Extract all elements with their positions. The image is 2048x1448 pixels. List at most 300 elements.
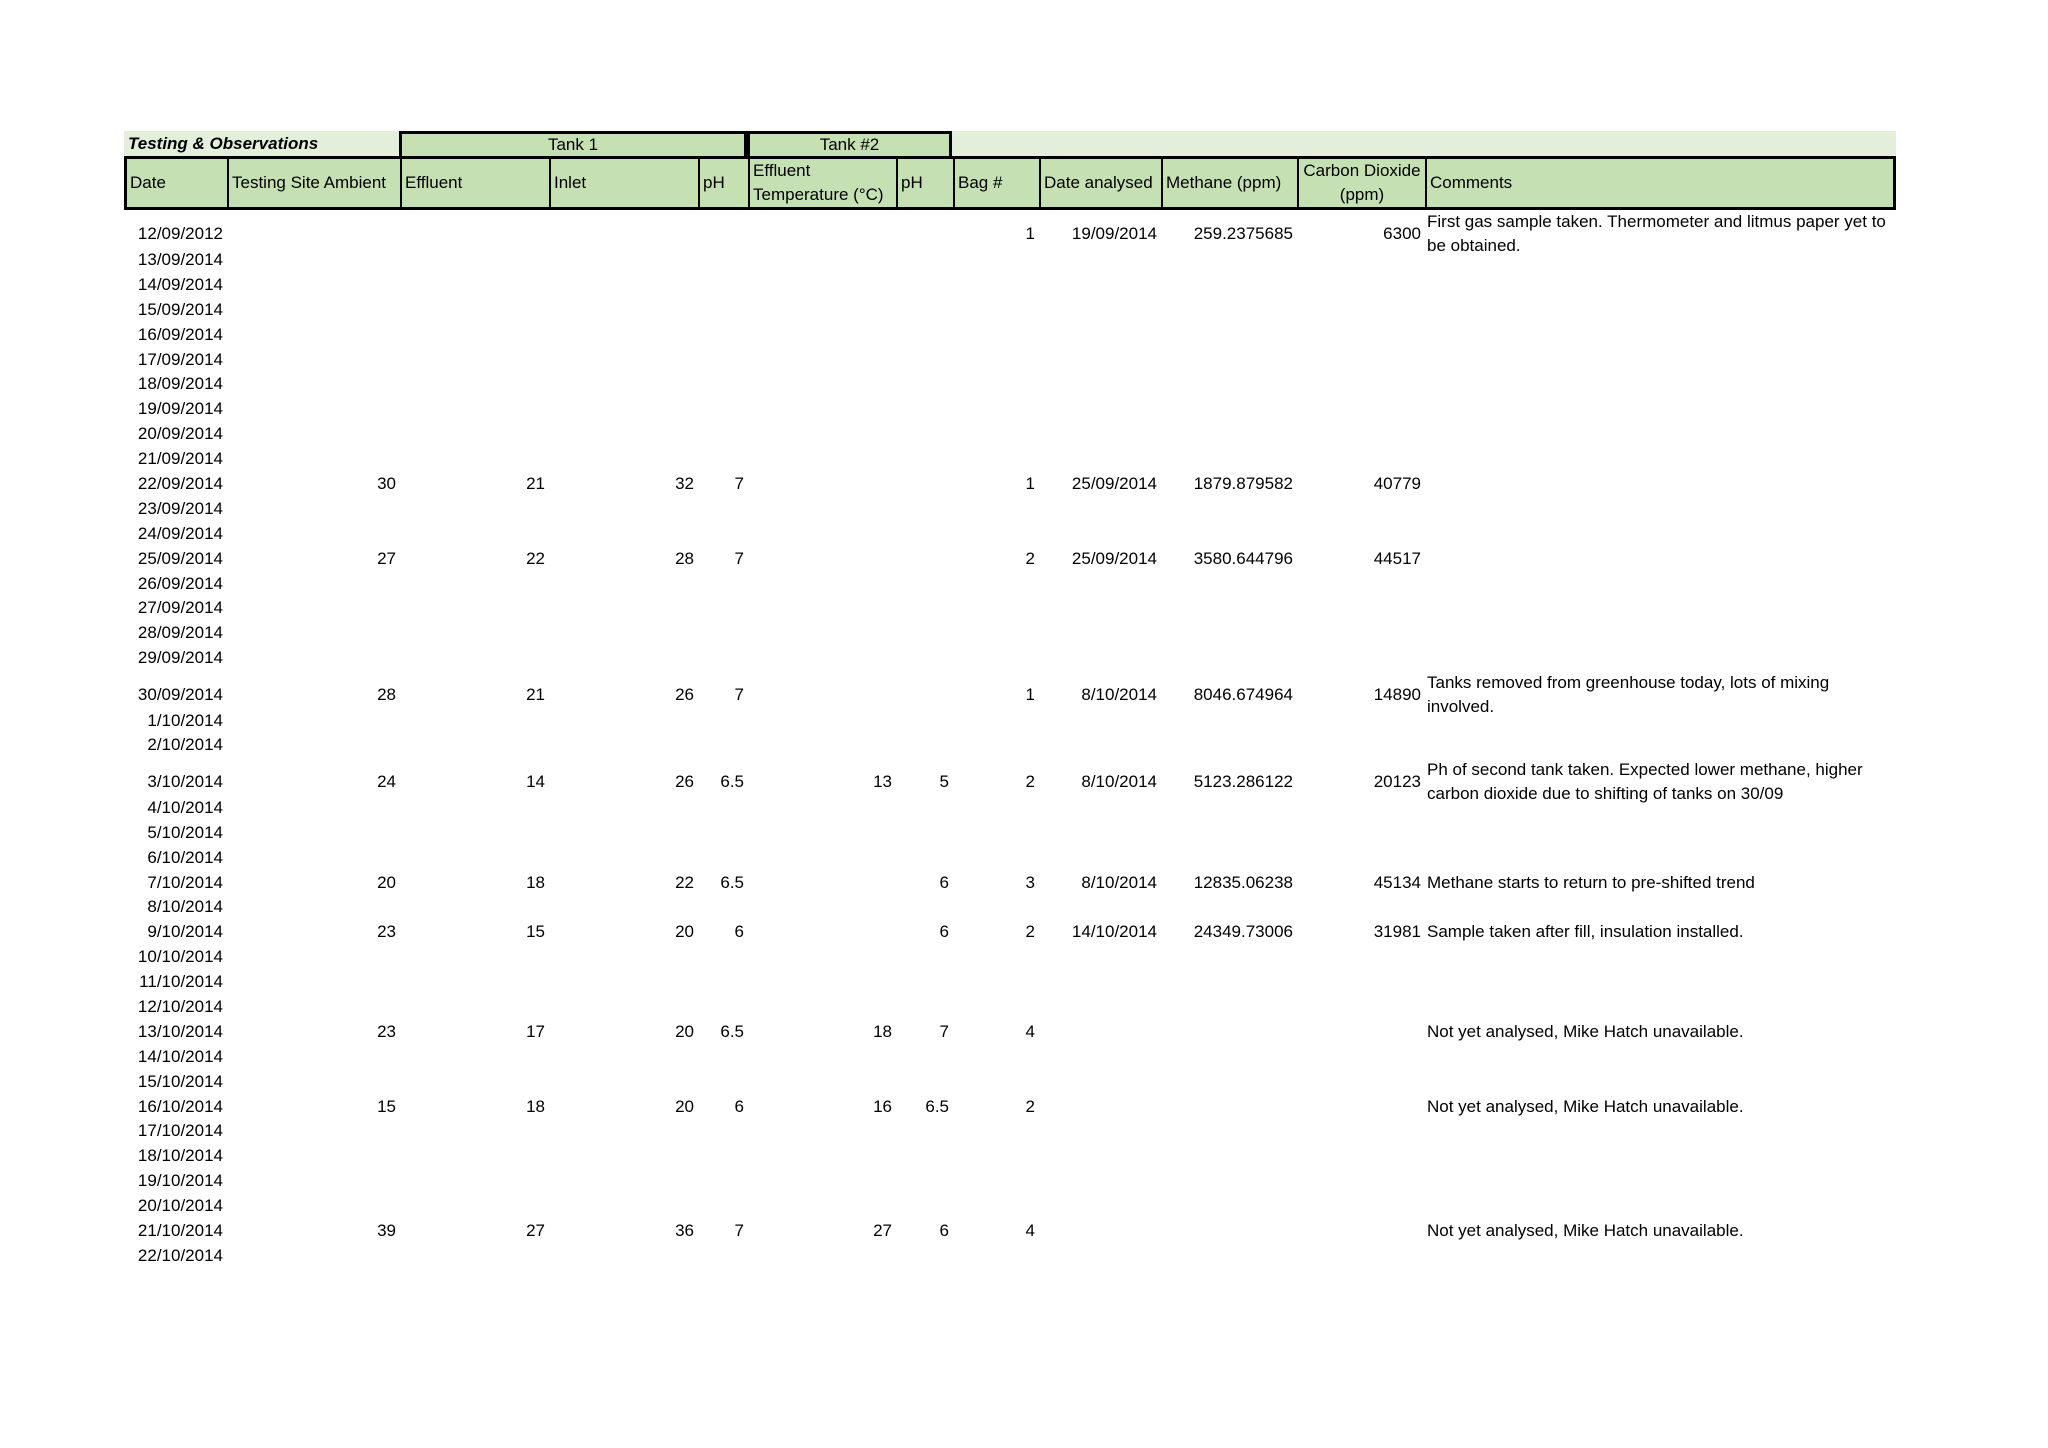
cell-effluent (399, 621, 548, 646)
cell-date-analysed: 19/09/2014 (1071, 224, 1157, 243)
cell-co2 (1296, 820, 1424, 845)
cell-bag: 2 (1025, 922, 1035, 942)
cell-ambient (226, 1119, 399, 1144)
col-effluent: Effluent (402, 159, 551, 207)
cell-ph-tank1 (697, 1069, 747, 1094)
cell-effluent (399, 895, 548, 920)
cell-date-analysed: 8/10/2014 (1081, 872, 1157, 892)
col-bag: Bag # (955, 159, 1041, 207)
cell-methane (1160, 820, 1296, 845)
cell-bag: 1 (1025, 473, 1035, 493)
cell-date: 16/10/2014 (137, 1096, 223, 1116)
cell-bag: 3 (1025, 872, 1035, 892)
cell-ph-tank1: 6.5 (720, 771, 744, 791)
cell-comment (1424, 248, 1896, 273)
cell-ph-tank2: 5 (939, 771, 949, 791)
cell-inlet (548, 496, 697, 521)
cell-methane (1160, 297, 1296, 322)
cell-effluent-temp (747, 895, 895, 920)
cell-ph-tank1 (697, 1044, 747, 1069)
cell-co2 (1296, 1219, 1424, 1244)
cell-date-analysed (1038, 945, 1160, 970)
cell-comment (1424, 820, 1896, 845)
cell-ph-tank1 (697, 895, 747, 920)
table-row (124, 546, 1896, 571)
cell-bag (952, 795, 1038, 820)
cell-co2 (1296, 995, 1424, 1020)
cell-methane (1160, 845, 1296, 870)
cell-date-analysed (1038, 1243, 1160, 1268)
table-row (124, 820, 1896, 845)
cell-ph-tank2: 6 (939, 922, 949, 942)
cell-ph-tank2 (895, 397, 952, 422)
cell-inlet (548, 1144, 697, 1169)
cell-ph-tank2 (895, 995, 952, 1020)
cell-effluent-temp (747, 820, 895, 845)
cell-bag (952, 297, 1038, 322)
cell-date-analysed (1038, 248, 1160, 273)
cell-co2 (1296, 496, 1424, 521)
cell-date-analysed (1038, 272, 1160, 297)
cell-date: 12/09/2012 (137, 224, 223, 243)
cell-date-analysed (1038, 995, 1160, 1020)
cell-effluent (399, 571, 548, 596)
cell-ambient (226, 1194, 399, 1219)
col-date: Date (127, 159, 229, 207)
cell-date: 30/09/2014 (137, 684, 223, 704)
cell-bag (952, 820, 1038, 845)
cell-ph-tank1: 6 (734, 1096, 744, 1116)
cell-comment (1424, 646, 1896, 671)
table-row (124, 397, 1896, 422)
cell-effluent: 21 (526, 684, 545, 704)
cell-ambient (226, 733, 399, 758)
cell-co2 (1296, 521, 1424, 546)
cell-methane (1160, 995, 1296, 1020)
cell-effluent (399, 708, 548, 733)
cell-methane (1160, 372, 1296, 397)
cell-inlet (548, 1069, 697, 1094)
cell-co2 (1296, 1194, 1424, 1219)
cell-ph-tank2 (895, 447, 952, 472)
table-row (124, 1019, 1896, 1044)
cell-effluent-temp (747, 646, 895, 671)
table-body (124, 210, 1896, 1268)
cell-ph-tank1 (697, 521, 747, 546)
cell-date: 22/09/2014 (137, 473, 223, 493)
cell-ph-tank2 (895, 496, 952, 521)
cell-ambient (226, 422, 399, 447)
cell-methane (1160, 1019, 1296, 1044)
cell-effluent-temp: 18 (873, 1021, 892, 1041)
cell-inlet (548, 1169, 697, 1194)
cell-bag: 1 (1025, 224, 1035, 243)
cell-date: 15/10/2014 (137, 1071, 223, 1091)
cell-effluent-temp: 27 (873, 1221, 892, 1240)
cell-methane (1160, 646, 1296, 671)
cell-co2 (1296, 845, 1424, 870)
cell-bag (952, 945, 1038, 970)
cell-date-analysed (1038, 1219, 1160, 1244)
cell-date: 29/09/2014 (137, 648, 223, 668)
cell-inlet (548, 733, 697, 758)
cell-ambient (226, 708, 399, 733)
cell-ambient (226, 397, 399, 422)
cell-bag (952, 248, 1038, 273)
cell-comment (1424, 845, 1896, 870)
cell-bag (952, 372, 1038, 397)
cell-methane: 24349.73006 (1193, 922, 1293, 942)
cell-date-analysed (1038, 1094, 1160, 1119)
cell-ph-tank1 (697, 596, 747, 621)
cell-bag (952, 995, 1038, 1020)
cell-co2 (1296, 621, 1424, 646)
cell-comment (1424, 322, 1896, 347)
cell-co2 (1296, 1243, 1424, 1268)
cell-effluent-temp (747, 397, 895, 422)
cell-effluent-temp (747, 347, 895, 372)
table-row (124, 472, 1896, 497)
cell-date: 16/09/2014 (137, 324, 223, 344)
cell-inlet (548, 397, 697, 422)
cell-inlet: 20 (675, 1096, 694, 1116)
cell-methane (1160, 248, 1296, 273)
cell-methane (1160, 945, 1296, 970)
cell-date: 14/09/2014 (137, 274, 223, 294)
cell-co2 (1296, 1144, 1424, 1169)
cell-comment: Methane starts to return to pre-shifted trend (1427, 872, 1755, 892)
column-header-row (124, 156, 1896, 210)
cell-date: 11/10/2014 (139, 972, 223, 992)
cell-effluent: 18 (526, 1096, 545, 1116)
group-header-filler (952, 131, 1896, 156)
cell-effluent (399, 521, 548, 546)
cell-ambient (226, 820, 399, 845)
cell-inlet (548, 820, 697, 845)
cell-effluent (399, 297, 548, 322)
cell-inlet: 26 (675, 684, 694, 704)
cell-effluent-temp (747, 322, 895, 347)
cell-ph-tank2 (895, 1169, 952, 1194)
cell-inlet: 26 (675, 771, 694, 791)
cell-methane (1160, 1144, 1296, 1169)
cell-ph-tank1 (697, 322, 747, 347)
cell-comment: Not yet analysed, Mike Hatch unavailable. (1427, 1021, 1744, 1041)
cell-bag (952, 1169, 1038, 1194)
cell-comment (1424, 496, 1896, 521)
section-title: Testing & Observations (124, 131, 399, 156)
cell-comment (1424, 347, 1896, 372)
cell-bag (952, 1069, 1038, 1094)
table-row (124, 322, 1896, 347)
cell-date-analysed (1038, 347, 1160, 372)
cell-ph-tank2 (895, 708, 952, 733)
table-row (124, 895, 1896, 920)
cell-ph-tank1 (697, 272, 747, 297)
cell-co2 (1296, 733, 1424, 758)
table-row (124, 571, 1896, 596)
cell-date-analysed (1038, 1194, 1160, 1219)
cell-ambient (226, 521, 399, 546)
cell-ph-tank1 (697, 496, 747, 521)
cell-date-analysed: 14/10/2014 (1071, 922, 1157, 942)
cell-effluent (399, 322, 548, 347)
cell-effluent-temp (747, 1044, 895, 1069)
cell-inlet (548, 272, 697, 297)
cell-ph-tank1: 6.5 (720, 1021, 744, 1041)
cell-effluent-temp (747, 1119, 895, 1144)
cell-effluent-temp (747, 920, 895, 945)
cell-methane (1160, 895, 1296, 920)
table-row (124, 521, 1896, 546)
cell-date: 12/10/2014 (137, 996, 223, 1016)
table-row (124, 733, 1896, 758)
cell-ambient: 20 (377, 872, 396, 892)
cell-comment (1424, 1044, 1896, 1069)
cell-methane (1160, 1069, 1296, 1094)
cell-ph-tank2 (895, 845, 952, 870)
cell-effluent: 18 (526, 872, 545, 892)
cell-bag (952, 621, 1038, 646)
cell-effluent (399, 795, 548, 820)
cell-methane (1160, 1119, 1296, 1144)
cell-date-analysed (1038, 322, 1160, 347)
cell-comment (1424, 297, 1896, 322)
cell-effluent-temp: 16 (873, 1096, 892, 1116)
cell-date: 4/10/2014 (147, 797, 223, 817)
cell-co2 (1296, 447, 1424, 472)
cell-ph-tank1 (697, 1243, 747, 1268)
cell-date-analysed (1038, 621, 1160, 646)
cell-comment (1424, 571, 1896, 596)
cell-inlet (548, 297, 697, 322)
table-row (124, 248, 1896, 273)
cell-effluent (399, 733, 548, 758)
table-row (124, 1194, 1896, 1219)
cell-effluent (399, 272, 548, 297)
cell-effluent-temp (747, 521, 895, 546)
cell-date-analysed (1038, 1119, 1160, 1144)
cell-effluent-temp (747, 422, 895, 447)
cell-co2 (1296, 708, 1424, 733)
cell-ph-tank1 (697, 733, 747, 758)
cell-bag: 4 (1025, 1021, 1035, 1041)
cell-methane (1160, 422, 1296, 447)
cell-date-analysed: 25/09/2014 (1071, 548, 1157, 568)
cell-ph-tank2 (895, 571, 952, 596)
cell-date-analysed (1038, 447, 1160, 472)
col-effluent-temp: Effluent Temperature (°C) (750, 159, 898, 207)
cell-bag (952, 708, 1038, 733)
cell-ambient (226, 646, 399, 671)
cell-ph-tank2 (895, 272, 952, 297)
table-row (124, 1169, 1896, 1194)
cell-methane (1160, 571, 1296, 596)
cell-bag: 1 (1025, 684, 1035, 704)
cell-methane (1160, 596, 1296, 621)
cell-effluent (399, 422, 548, 447)
cell-co2 (1296, 1019, 1424, 1044)
cell-ph-tank1 (697, 845, 747, 870)
cell-comment: Ph of second tank taken. Expected lower methane, higher carbon dioxide due to shifting of tanks on 30/09 (1427, 759, 1863, 803)
cell-bag (952, 571, 1038, 596)
cell-date: 3/10/2014 (147, 771, 223, 791)
cell-co2 (1296, 895, 1424, 920)
cell-ph-tank2 (895, 322, 952, 347)
cell-ambient (226, 1069, 399, 1094)
cell-bag (952, 521, 1038, 546)
cell-comment (1424, 970, 1896, 995)
cell-ph-tank2 (895, 1044, 952, 1069)
cell-ph-tank2 (895, 472, 952, 497)
cell-co2 (1296, 571, 1424, 596)
table-row (124, 422, 1896, 447)
cell-date: 19/10/2014 (137, 1171, 223, 1191)
cell-date: 27/09/2014 (137, 598, 223, 618)
cell-effluent (399, 447, 548, 472)
table-row (124, 1219, 1896, 1244)
cell-date-analysed (1038, 970, 1160, 995)
cell-ph-tank1 (697, 820, 747, 845)
cell-ph-tank2 (895, 621, 952, 646)
cell-comment (1424, 1194, 1896, 1219)
cell-effluent-temp (747, 970, 895, 995)
cell-date: 26/09/2014 (137, 573, 223, 593)
cell-effluent-temp (747, 546, 895, 571)
cell-ph-tank1 (697, 1119, 747, 1144)
cell-date: 1/10/2014 (147, 710, 223, 730)
cell-effluent (399, 1144, 548, 1169)
cell-ph-tank1 (697, 397, 747, 422)
cell-co2: 40779 (1373, 473, 1421, 493)
col-co2: Carbon Dioxide (ppm) (1299, 159, 1427, 207)
cell-methane (1160, 1194, 1296, 1219)
cell-ph-tank2 (895, 546, 952, 571)
cell-ph-tank1: 7 (734, 473, 744, 493)
cell-bag (952, 322, 1038, 347)
cell-co2: 45134 (1373, 872, 1421, 892)
cell-ph-tank1: 7 (734, 548, 744, 568)
cell-comment (1424, 1243, 1896, 1268)
table-row (124, 1044, 1896, 1069)
cell-effluent-temp (747, 945, 895, 970)
cell-effluent (399, 820, 548, 845)
cell-ph-tank1 (697, 970, 747, 995)
table-row (124, 1119, 1896, 1144)
cell-comment (1424, 795, 1896, 820)
cell-effluent-temp (747, 297, 895, 322)
cell-co2 (1296, 596, 1424, 621)
cell-ph-tank1 (697, 621, 747, 646)
cell-effluent-temp (747, 845, 895, 870)
cell-inlet (548, 970, 697, 995)
cell-effluent-temp (747, 372, 895, 397)
cell-effluent-temp (747, 870, 895, 895)
table-row (124, 671, 1896, 716)
cell-date-analysed (1038, 571, 1160, 596)
cell-date: 9/10/2014 (147, 922, 223, 942)
cell-effluent (399, 945, 548, 970)
cell-date: 13/10/2014 (137, 1021, 223, 1041)
cell-effluent-temp (747, 447, 895, 472)
cell-inlet: 20 (675, 1021, 694, 1041)
cell-comment (1424, 1119, 1896, 1144)
cell-date: 21/10/2014 (137, 1221, 223, 1240)
cell-date: 15/09/2014 (137, 299, 223, 319)
cell-ambient (226, 347, 399, 372)
cell-methane: 3580.644796 (1193, 548, 1293, 568)
cell-co2: 44517 (1373, 548, 1421, 568)
cell-comment (1424, 472, 1896, 497)
cell-effluent-temp (747, 272, 895, 297)
cell-methane (1160, 447, 1296, 472)
cell-methane (1160, 970, 1296, 995)
cell-ambient (226, 895, 399, 920)
cell-date: 18/09/2014 (137, 374, 223, 394)
cell-bag: 2 (1025, 771, 1035, 791)
cell-date: 8/10/2014 (147, 897, 223, 917)
cell-inlet: 22 (675, 872, 694, 892)
cell-ph-tank2 (895, 347, 952, 372)
cell-comment (1424, 1069, 1896, 1094)
cell-ambient (226, 795, 399, 820)
cell-date-analysed (1038, 521, 1160, 546)
cell-comment (1424, 733, 1896, 758)
cell-effluent: 27 (526, 1221, 545, 1240)
cell-effluent-temp (747, 496, 895, 521)
cell-ph-tank2 (895, 1119, 952, 1144)
cell-ambient (226, 496, 399, 521)
cell-ph-tank1 (697, 571, 747, 596)
cell-ph-tank2 (895, 970, 952, 995)
cell-bag (952, 422, 1038, 447)
cell-ambient (226, 1243, 399, 1268)
cell-ph-tank2: 7 (939, 1021, 949, 1041)
col-methane: Methane (ppm) (1163, 159, 1299, 207)
cell-bag (952, 733, 1038, 758)
cell-bag (952, 895, 1038, 920)
cell-date: 21/09/2014 (137, 449, 223, 469)
cell-comment (1424, 397, 1896, 422)
cell-co2 (1296, 970, 1424, 995)
cell-effluent: 22 (526, 548, 545, 568)
cell-date-analysed (1038, 1144, 1160, 1169)
cell-effluent-temp (747, 248, 895, 273)
cell-date: 2/10/2014 (147, 735, 223, 755)
cell-ph-tank2 (895, 1243, 952, 1268)
cell-inlet (548, 521, 697, 546)
cell-methane (1160, 708, 1296, 733)
cell-ph-tank2 (895, 945, 952, 970)
cell-inlet (548, 1044, 697, 1069)
cell-ambient (226, 372, 399, 397)
cell-methane (1160, 621, 1296, 646)
cell-ambient (226, 995, 399, 1020)
cell-bag (952, 1119, 1038, 1144)
cell-inlet (548, 1119, 697, 1144)
cell-date-analysed (1038, 297, 1160, 322)
cell-comment (1424, 596, 1896, 621)
cell-date-analysed (1038, 372, 1160, 397)
cell-ph-tank1 (697, 1194, 747, 1219)
cell-ambient: 28 (377, 684, 396, 704)
cell-bag (952, 447, 1038, 472)
cell-comment: Not yet analysed, Mike Hatch unavailable. (1427, 1096, 1744, 1116)
cell-effluent-temp: 13 (873, 771, 892, 791)
table-row (124, 1243, 1896, 1268)
cell-effluent (399, 248, 548, 273)
cell-comment (1424, 521, 1896, 546)
